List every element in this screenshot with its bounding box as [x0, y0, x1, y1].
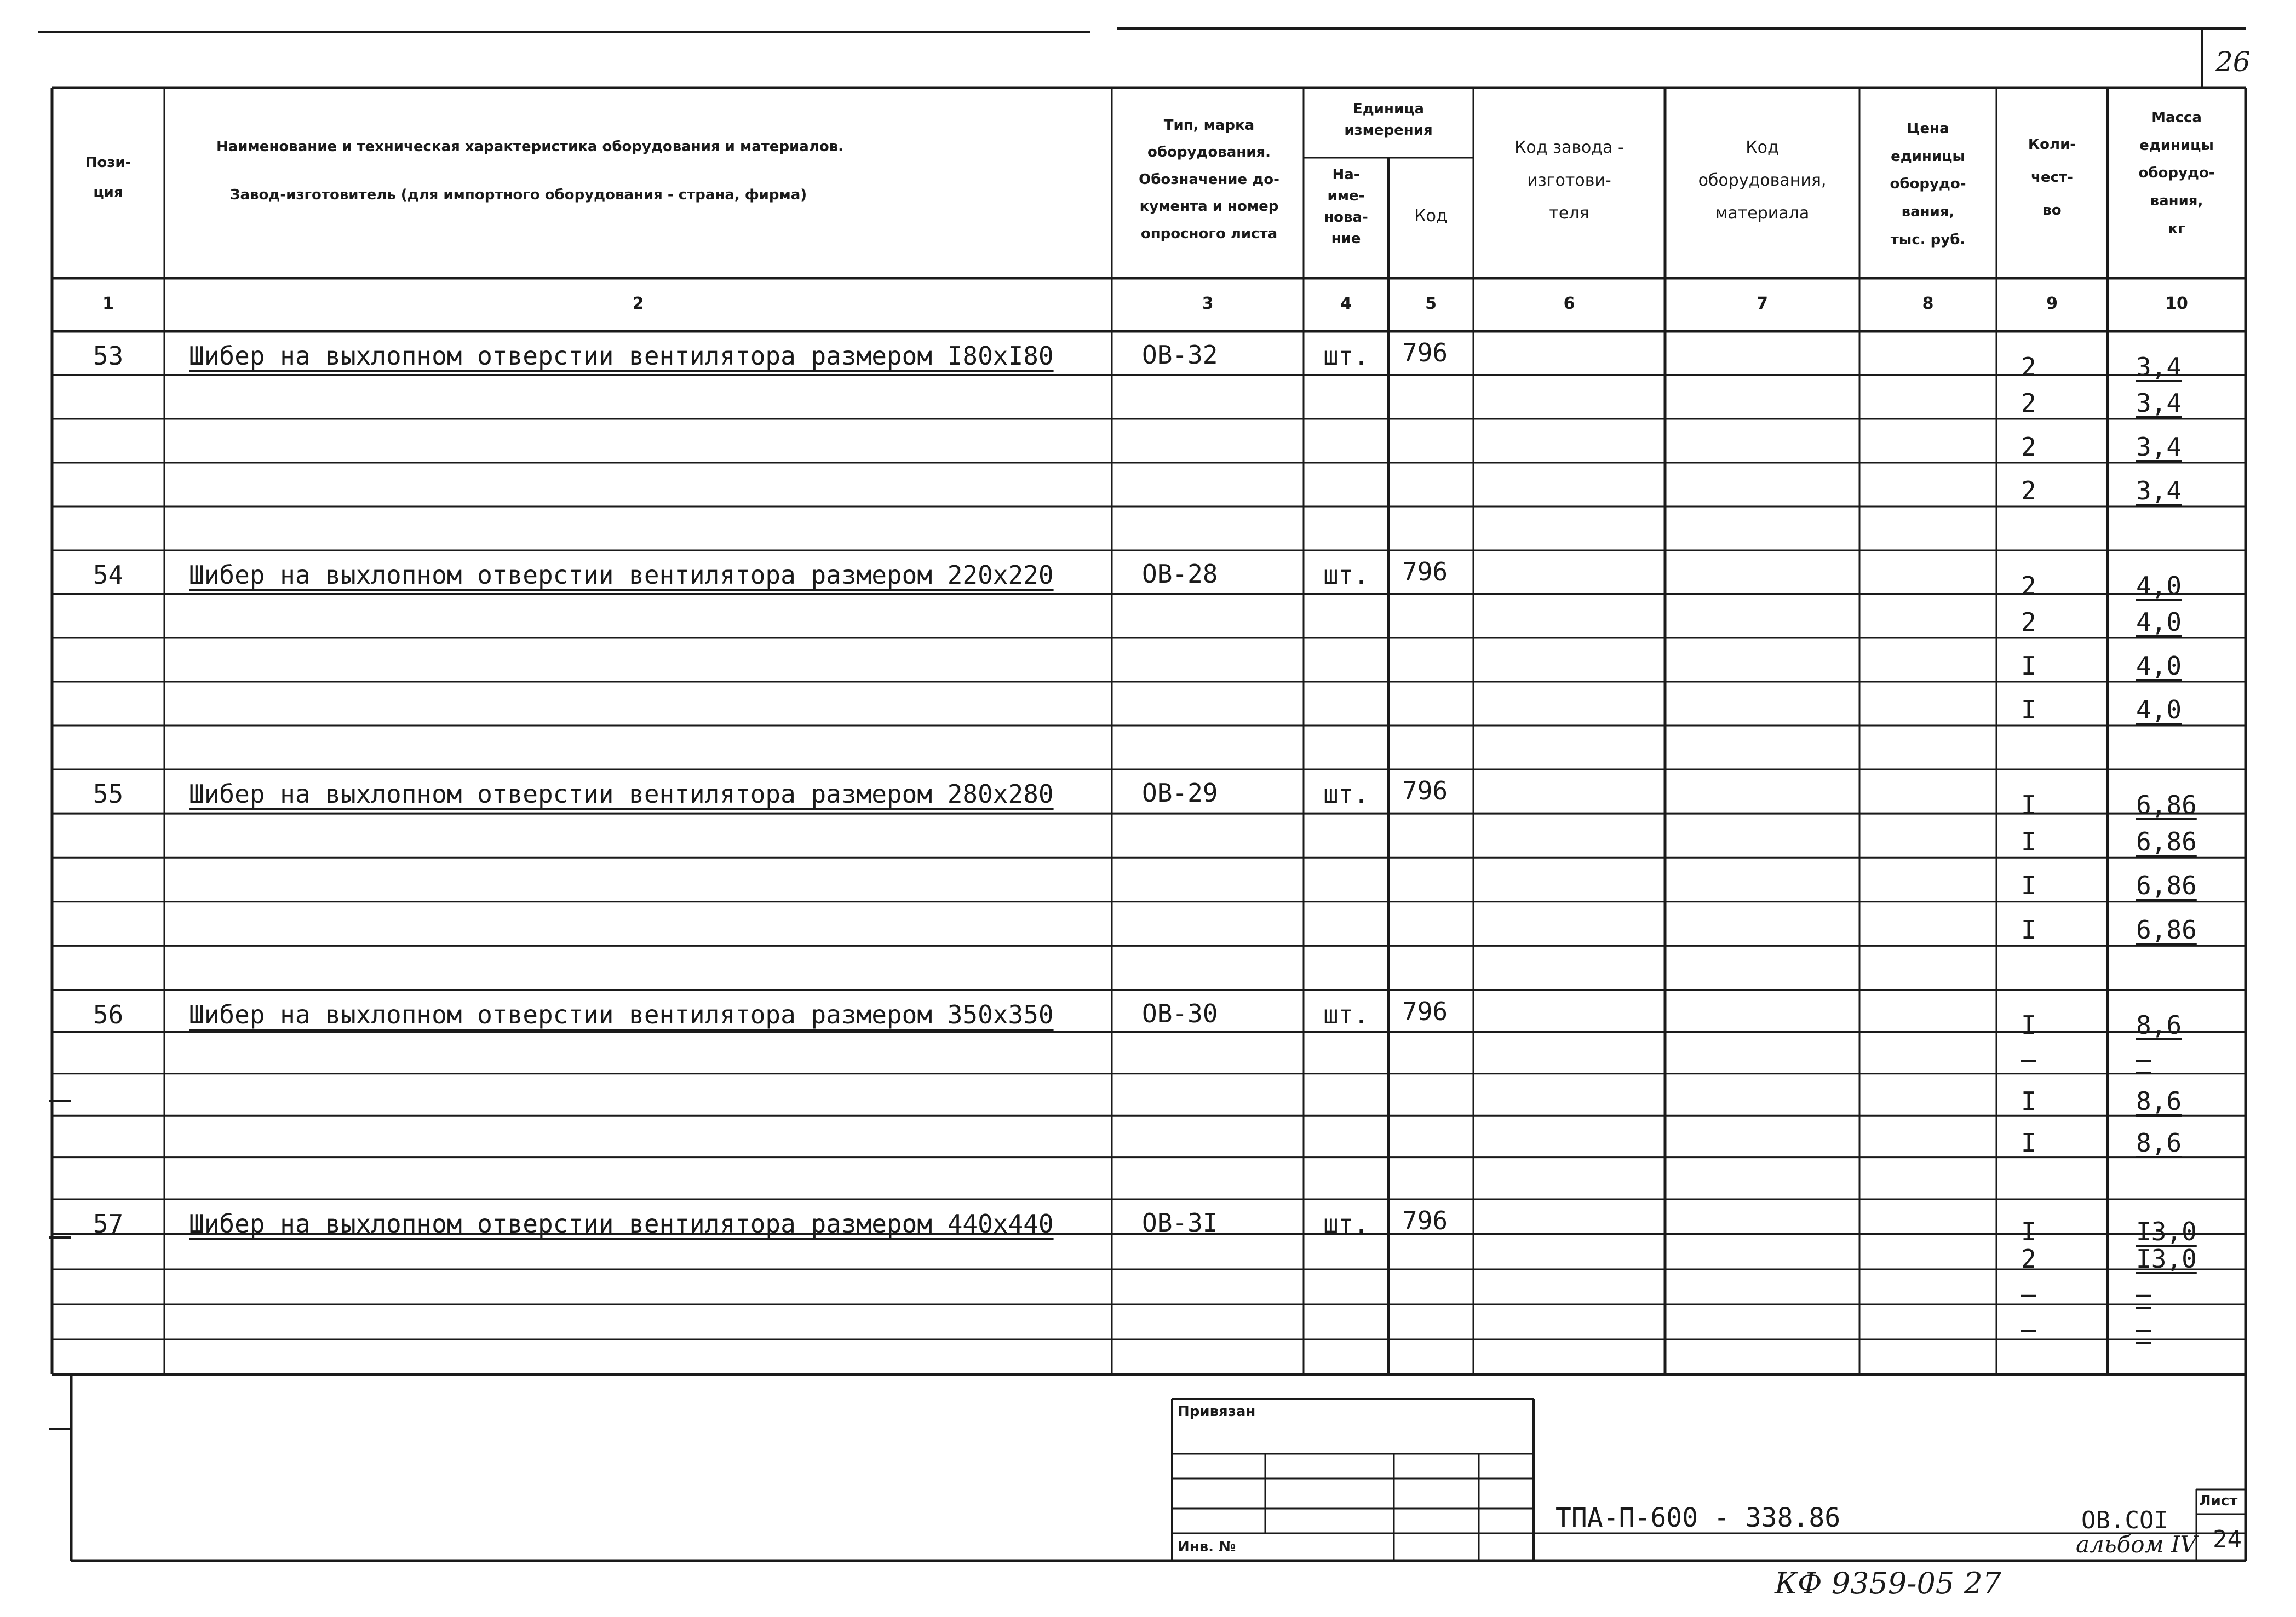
item-code: 796 [1402, 338, 1448, 367]
item-mass: 3,4 [2136, 388, 2182, 418]
item-quantity: I [2021, 790, 2036, 820]
column-number: 10 [2165, 294, 2188, 313]
item-quantity: 2 [2021, 476, 2036, 505]
item-mass: 6,86 [2136, 871, 2197, 901]
header-equipment-code: Код оборудования, материала [1698, 138, 1827, 223]
item-mass: 3,4 [2136, 432, 2182, 462]
column-number: 4 [1340, 294, 1352, 313]
header-quantity: Коли- чест- во [2028, 136, 2076, 218]
item-type: ОВ-3I [1142, 1208, 1218, 1238]
stamp-inventory: Инв. № [1178, 1539, 1236, 1555]
column-number: 1 [102, 294, 114, 313]
column-number: 8 [1922, 294, 1934, 313]
header-unit-name: На- име- нова- ние [1324, 166, 1368, 247]
item-name: Шибер на выхлопном отверстии вентилятора размером 220x220 [189, 560, 1054, 590]
item-position: 55 [93, 779, 124, 809]
column-number: 9 [2046, 294, 2058, 313]
item-mass: I3,0 [2136, 1217, 2197, 1247]
item-quantity: 2 [2021, 607, 2036, 637]
item-name: Шибер на выхлопном отверстии вентилятора размером 350x350 [189, 1000, 1054, 1029]
header-factory-code: Код завода - изготови- теля [1514, 138, 1624, 223]
stamp-sheet-number: 24 [2213, 1526, 2242, 1553]
item-quantity: I [2021, 871, 2036, 901]
item-mass: 3,4 [2136, 352, 2182, 382]
item-quantity: – [2021, 1279, 2036, 1309]
item-type: ОВ-28 [1142, 559, 1218, 589]
item-mass: – [2136, 1279, 2151, 1309]
item-position: 53 [93, 341, 124, 371]
item-quantity: 2 [2021, 571, 2036, 601]
item-quantity: – [2021, 1044, 2036, 1074]
item-position: 56 [93, 1000, 124, 1029]
item-name: Шибер на выхлопном отверстии вентилятора размером 280x280 [189, 779, 1054, 809]
item-name: Шибер на выхлопном отверстии вентилятора размером 440x440 [189, 1209, 1054, 1239]
item-mass: I3,0 [2136, 1244, 2197, 1274]
item-mass: 4,0 [2136, 571, 2182, 601]
bottom-note: КФ 9359-05 27 [1775, 1566, 2002, 1601]
item-unit: шт. [1323, 560, 1369, 590]
item-code: 796 [1402, 776, 1448, 805]
item-type: ОВ-29 [1142, 778, 1218, 808]
stamp-bound: Привязан [1178, 1403, 1256, 1420]
item-quantity: 2 [2021, 1244, 2036, 1274]
page-number: 26 [2215, 46, 2251, 78]
item-quantity: I [2021, 1086, 2036, 1116]
item-quantity: I [2021, 651, 2036, 681]
item-mass: 4,0 [2136, 695, 2182, 724]
column-number: 6 [1563, 294, 1575, 313]
stamp-document-code: ТПА-П-600 - 338.86 [1555, 1503, 1841, 1533]
item-mass: 4,0 [2136, 607, 2182, 637]
item-quantity: 2 [2021, 388, 2036, 418]
item-name: Шибер на выхлопном отверстии вентилятора размером I80xI80 [189, 341, 1054, 371]
item-unit: шт. [1323, 1209, 1369, 1239]
column-number: 7 [1757, 294, 1768, 313]
header-unit-group: Единица измерения [1344, 101, 1433, 139]
item-mass: 3,4 [2136, 476, 2182, 505]
item-position: 57 [93, 1209, 124, 1239]
header-type: Тип, марка оборудования. Обозначение до- кумента и номер опросного листа [1139, 117, 1279, 242]
item-code: 796 [1402, 557, 1448, 586]
item-quantity: – [2021, 1314, 2036, 1344]
item-mass: 6,86 [2136, 826, 2197, 856]
item-mass: 4,0 [2136, 651, 2182, 681]
stamp-sheet-label: Лист [2199, 1493, 2238, 1509]
stamp-sheet-code: ОВ.СОI [2081, 1506, 2168, 1534]
header-position: Пози- ция [85, 154, 131, 201]
item-mass: 6,86 [2136, 915, 2197, 945]
item-mass: – [2136, 1314, 2151, 1344]
item-unit: шт. [1323, 779, 1369, 809]
item-mass: 8,6 [2136, 1086, 2182, 1116]
item-quantity: I [2021, 1127, 2036, 1158]
header-name-line2: Завод-изготовитель (для импортного оборудования - страна, фирма) [230, 187, 807, 203]
item-quantity: 2 [2021, 352, 2036, 382]
item-type: ОВ-30 [1142, 999, 1218, 1028]
item-unit: шт. [1323, 1000, 1369, 1029]
item-quantity: I [2021, 1217, 2036, 1247]
header-price: Цена единицы оборудо- вания, тыс. руб. [1890, 120, 1966, 248]
item-quantity: I [2021, 826, 2036, 856]
item-type: ОВ-32 [1142, 340, 1218, 370]
header-unit-code: Код [1414, 206, 1448, 226]
item-mass: – [2136, 1044, 2151, 1074]
item-position: 54 [93, 560, 124, 590]
column-number: 2 [632, 294, 644, 313]
item-quantity: I [2021, 695, 2036, 724]
item-quantity: I [2021, 915, 2036, 945]
item-mass: 8,6 [2136, 1127, 2182, 1158]
item-mass: 6,86 [2136, 790, 2197, 820]
item-quantity: 2 [2021, 432, 2036, 462]
item-mass: 8,6 [2136, 1010, 2182, 1040]
column-number: 5 [1425, 294, 1437, 313]
item-code: 796 [1402, 997, 1448, 1026]
stamp-album: альбом IV [2076, 1531, 2197, 1558]
header-name-line1: Наименование и техническая характеристика оборудования и материалов. [216, 139, 844, 155]
header-mass: Масса единицы оборудо- вания, кг [2138, 110, 2215, 237]
column-number: 3 [1202, 294, 1214, 313]
item-unit: шт. [1323, 341, 1369, 371]
item-code: 796 [1402, 1206, 1448, 1235]
item-quantity: I [2021, 1010, 2036, 1040]
